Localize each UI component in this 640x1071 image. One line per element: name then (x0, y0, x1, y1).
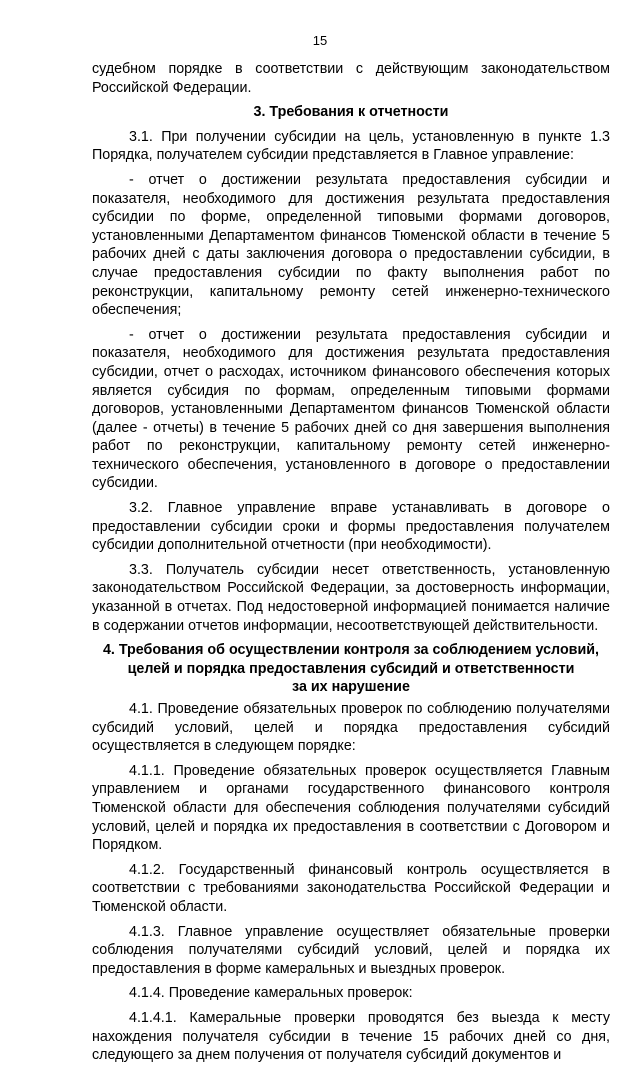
paragraph-3-1: 3.1. При получении субсидии на цель, установленную в пункте 1.3 Порядка, получателем субсидии представляется в Главное управление: (92, 128, 610, 164)
section-4-heading (92, 641, 610, 697)
paragraph-4-1-2: 4.1.2. Государственный финансовый контроль осуществляется в соответствии с требованиями законодательства Российской Федерации и Тюменской области. (92, 861, 610, 915)
section-4-heading-line-2: целей и порядка предоставления субсидий и ответственности (127, 660, 575, 677)
paragraph-3-3: 3.3. Получатель субсидии несет ответственность, установленную законодательством Российской Федерации, за достоверность информации, указанной в отчетах. Под недостоверной информацией понимается наличие в содержании отчетов информации, несоответствующей действительности. (92, 561, 610, 634)
paragraph-3-1-item-1: - отчет о достижении результата предоставления субсидии и показателя, необходимого для достижения результата предоставления субсидии по форме, определенной типовыми формами договоров, установленными Департаментом финансов Тюменской области в течение 5 рабочих дней с даты заключения договора о предоставлении субсидии, в случае предоставления субсидии по факту выполнения работ по реконструкции, капитальному ремонту сетей инженерно-технического обеспечения; (92, 171, 610, 319)
paragraph-4-1-1: 4.1.1. Проведение обязательных проверок осуществляется Главным управлением и органами государственного финансового контроля Тюменской области для обеспечения соблюдения получателями субсидий условий, целей и порядка их предоставления в соответствии с Договором и Порядком. (92, 762, 610, 854)
page-number: 15 (312, 33, 328, 48)
section-3-heading: 3. Требования к отчетности (253, 104, 449, 121)
section-4-heading-line-3: за их нарушение (292, 679, 410, 696)
continuation-paragraph: судебном порядке в соответствии с действующим законодательством Российской Федерации. (92, 61, 610, 96)
paragraph-3-1-item-2: - отчет о достижении результата предоставления субсидии и показателя, необходимого для достижения результата предоставления субсидии, отчет о расходах, источником финансового обеспечения которых является субсидия по формам, определенным типовыми формами договоров, установленными Департаментом финансов Тюменской области (далее - отчеты) в течение 5 рабочих дней со дня завершения выполнения работ по реконструкции, капитальному ремонту сетей инженерно-технического обеспечения, установленного в договоре о предоставлении субсидии. (92, 326, 610, 492)
section-4-heading-line-1: 4. Требования об осуществлении контроля за соблюдением условий, (102, 642, 600, 659)
paragraph-4-1-4: 4.1.4. Проведение камеральных проверок: (129, 985, 413, 1002)
paragraph-3-2: 3.2. Главное управление вправе устанавливать в договоре о предоставлении субсидии сроки и формы предоставления получателем субсидии дополнительной отчетности (при необходимости). (92, 500, 610, 554)
paragraph-4-1: 4.1. Проведение обязательных проверок по соблюдению получателями субсидий условий, целей и порядка предоставления субсидий осуществляется в следующем порядке: (92, 701, 610, 755)
paragraph-4-1-4-1: 4.1.4.1. Камеральные проверки проводятся без выезда к месту нахождения получателя субсидии в течение 15 рабочих дней со дня, следующего за днем получения от получателя субсидий документов и (92, 1009, 610, 1064)
paragraph-4-1-3: 4.1.3. Главное управление осуществляет обязательные проверки соблюдения получателями субсидий условий, целей и порядка их предоставления в форме камеральных и выездных проверок. (92, 923, 610, 977)
document-body (92, 60, 610, 1071)
